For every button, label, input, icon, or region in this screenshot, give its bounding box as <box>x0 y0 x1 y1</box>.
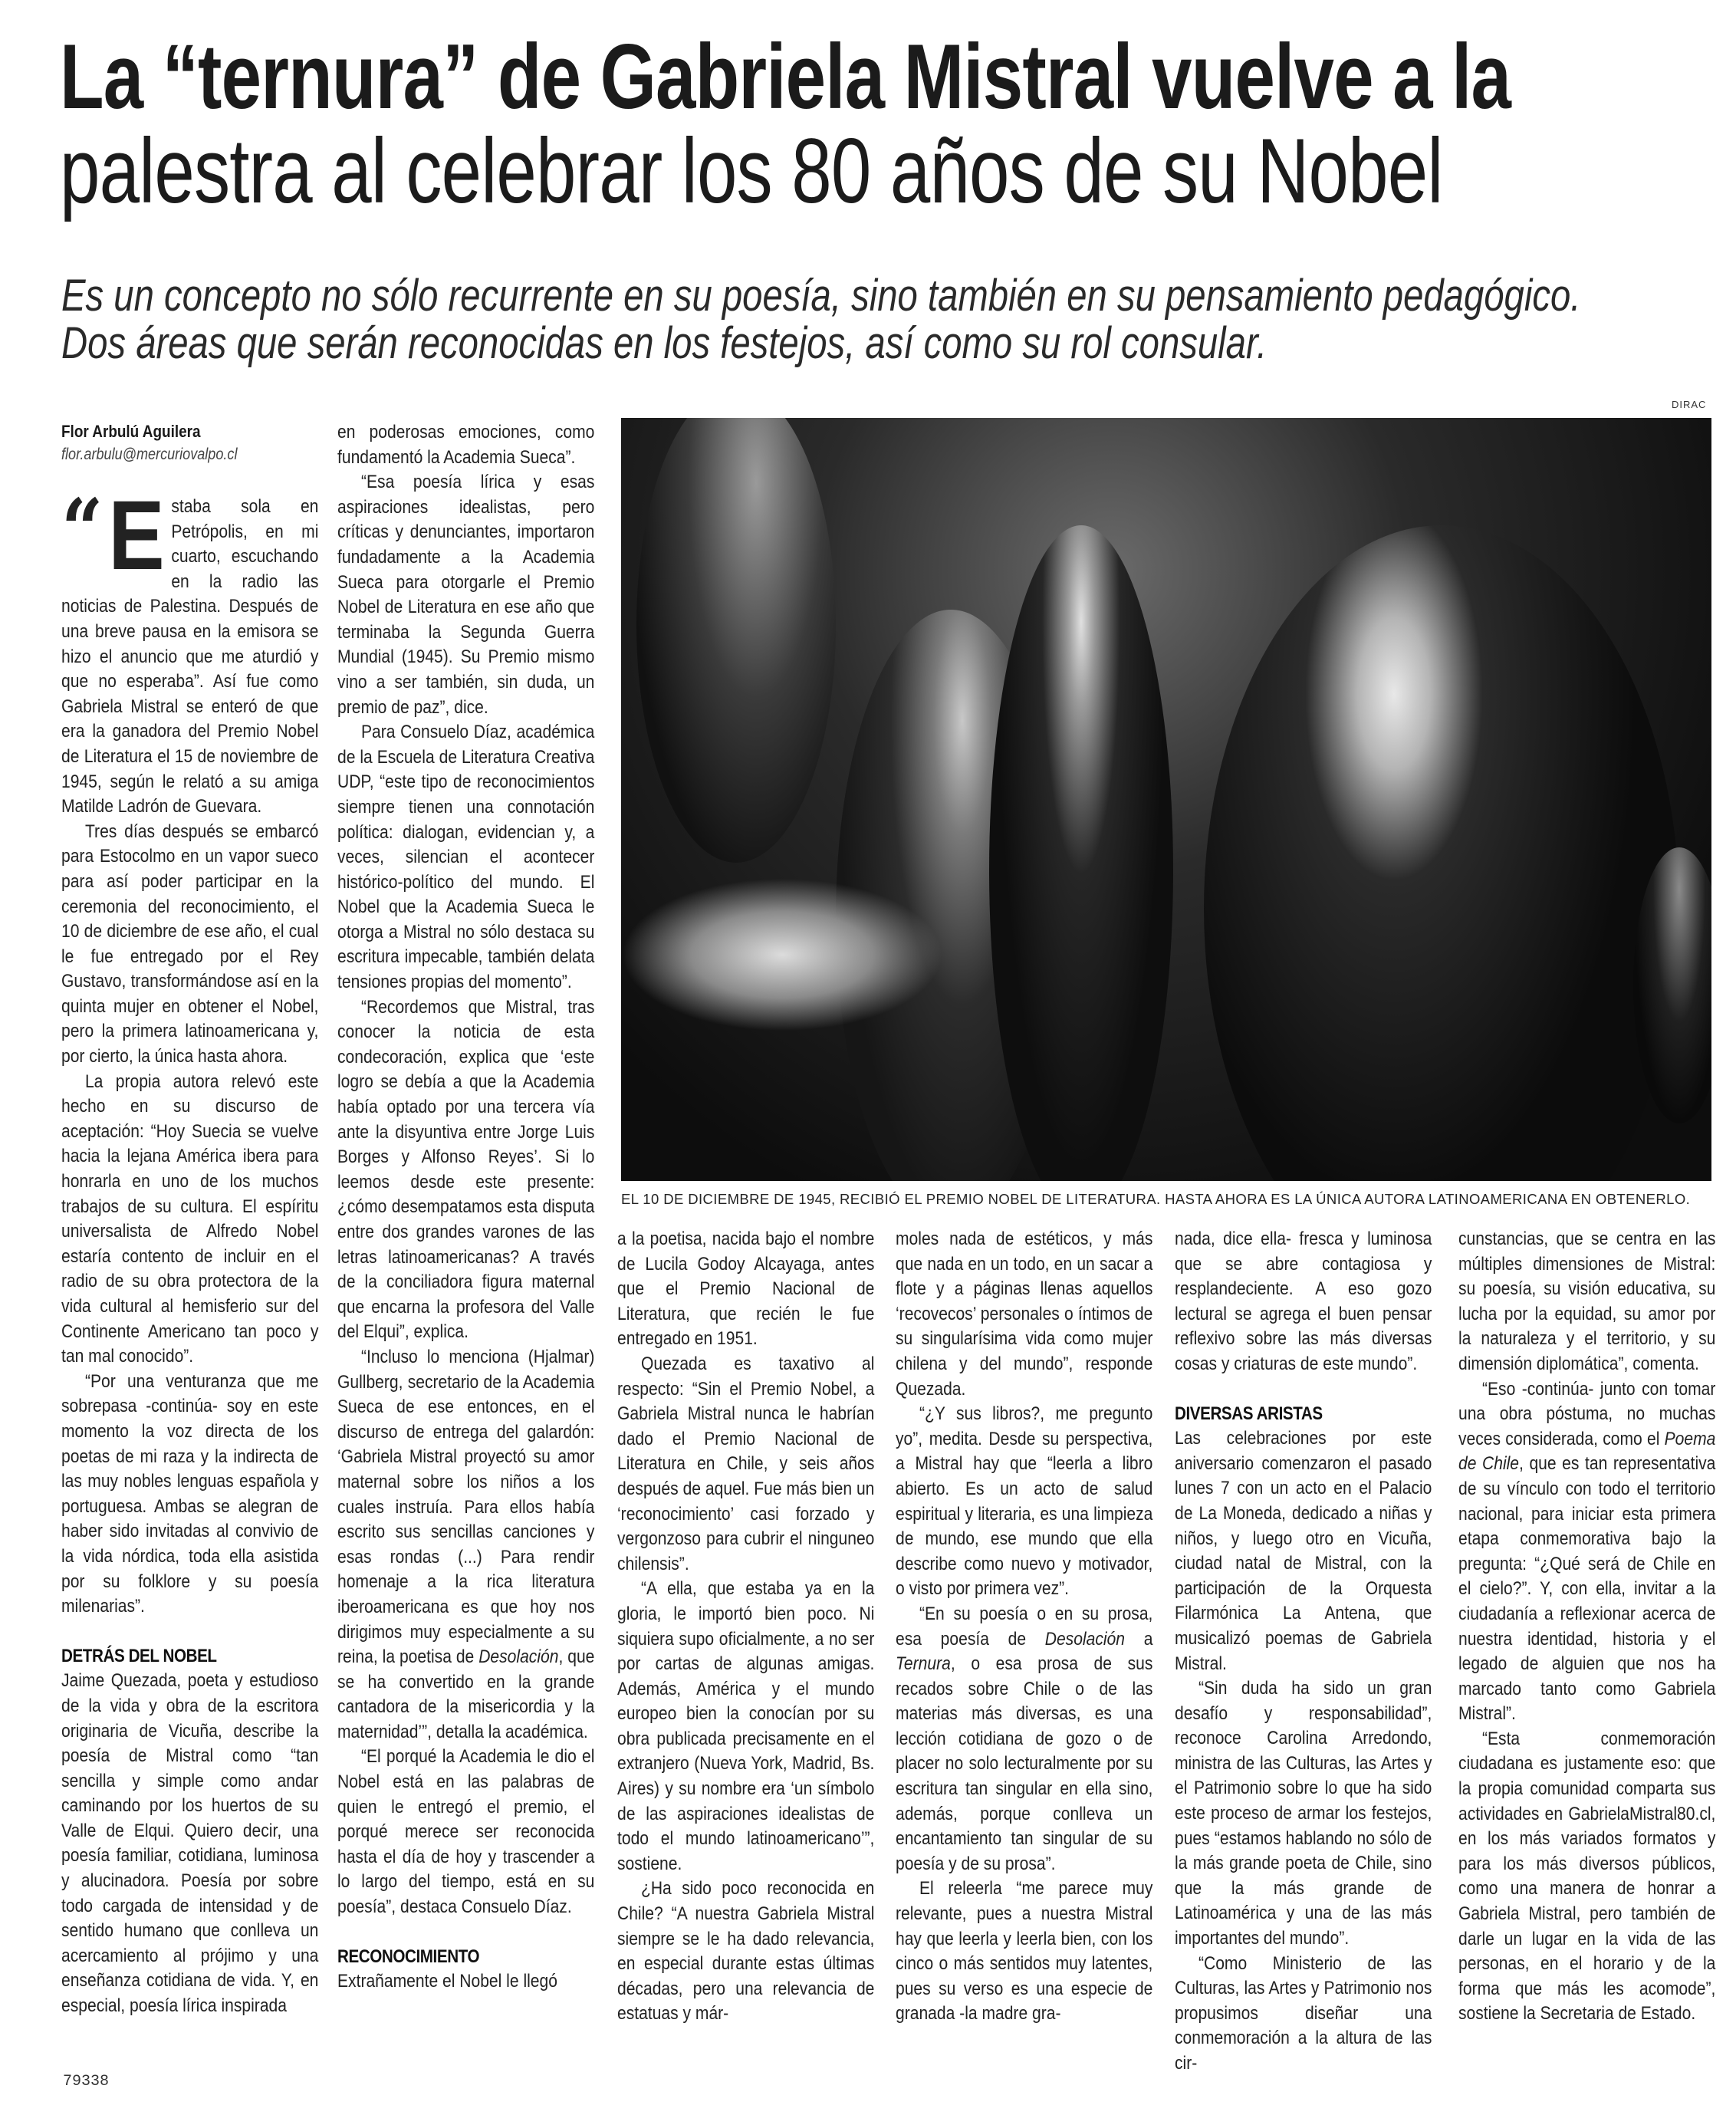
byline-author: Flor Arbulú Aguilera <box>61 422 201 441</box>
paragraph: nada, dice ella- fresca y luminosa que se abre contagiosa y resplandeciente. A eso gozo lectural se agrega el buen pensar reflexivo sobre las más diversas cosas y criaturas de este mundo”. <box>1175 1229 1432 1374</box>
drop-cap: E <box>108 481 165 590</box>
paragraph: “¿Y sus libros?, me pregunto yo”, medita. Desde su perspectiva, a Mistral hay que “leerla a libro abierto. Es un acto de salud espiritual y literaria, es una limpieza de mundo, ese mundo que ella describe como nuevo y motivador, o visto por primera vez”. <box>896 1403 1153 1600</box>
italic-title: Desolación <box>1044 1628 1125 1650</box>
paragraph: “El porqué la Academia le dio el Nobel está en las palabras de quien le entregó el premio, el porqué merece ser reconocida hasta el día de hoy y trascender a lo largo del tiempo, está en su poesía”, destaca Consuelo Díaz. <box>337 1746 595 1918</box>
paragraph <box>1458 1377 1715 1727</box>
paragraph: Extrañamente el Nobel le llegó <box>337 1971 557 1992</box>
photo-credit: DIRAC <box>1672 399 1707 410</box>
text-segment: a <box>1124 1628 1153 1650</box>
article-column-1 <box>61 480 319 2019</box>
paragraph: “Esa poesía lírica y esas aspiraciones idealistas, pero críticas y denunciantes, importaron fundadamente a la Academia Sueca para otorgarle el Premio Nobel de Literatura en ese año que terminaba la Segunda Guerra Mundial (1945). Su Premio mismo vino a ser también, sin duda, un premio de paz”, dice. <box>337 472 595 718</box>
photo-hands-paper <box>621 878 943 1031</box>
paragraph <box>896 1602 1152 1877</box>
paragraph: La propia autora relevó este hecho en su discurso de aceptación: “Hoy Suecia se vuelve hacia la lejana América ibera para honrarla en uno de los muchos trabajos de su cultura. El espíritu universalista de Alfredo Nobel estaría contento de incluir en el radio de su obra protectora de la vida cultural al hemisferio sur del Continente Americano tan poco y tan mal conocido”. <box>61 1071 319 1367</box>
paragraph: Jaime Quezada, poeta y estudioso de la vida y obra de la escritora originaria de Vicuña, describe la poesía de Mistral como “tan sencilla y simple como andar caminando por los huertos de su Valle de Elqui. Quiero decir, una poesía familiar, cotidiana, luminosa y alucinadora. Poesía por sobre todo cargada de intensidad y de sentido humano que conlleva un acercamiento al prójimo y una enseñanza cotidiana de vida. Y, en especial, poesía lírica inspirada <box>61 1670 319 2017</box>
paragraph: “A ella, que estaba ya en la gloria, le importó bien poco. Ni siquiera supo oficialmente, a no ser por cartas de algunas amigas. Además, América y el mundo europeo bien la conocían por su obra publicada precisamente en el extranjero (Nueva York, Madrid, Bs. Aires) y su nombre era ‘un símbolo de las aspiraciones idealistas de todo el mundo latinoamericano’”, sostiene. <box>617 1578 875 1874</box>
paragraph: ¿Ha sido poco reconocida en Chile? “A nuestra Gabriela Mistral siempre se le ha dado relevancia, en especial durante estas últimas décadas, pero una relevancia de estatuas y már- <box>617 1878 875 2025</box>
byline <box>61 420 318 466</box>
paragraph: Tres días después se embarcó para Estocolmo en un vapor sueco para así poder participar en la ceremonia del reconocimiento, el 10 de diciembre de ese año, el cual le fue entregado por el Rey Gustavo, transformándose así en la quinta mujer en obtener el Nobel, pero la primera latinoamericana y, por cierto, la única hasta ahora. <box>61 821 319 1067</box>
article-column-3 <box>617 1227 874 2027</box>
paragraph: en poderosas emociones, como fundamentó la Academia Sueca”. <box>337 422 595 468</box>
paragraph: cunstancias, que se centra en las múltiples dimensiones de Mistral: su poesía, su visión educativa, su lucha por la equidad, su amor por la naturaleza y el territorio, y su dimensión diplomática”, comenta. <box>1458 1229 1716 1374</box>
photo-caption: EL 10 DE DICIEMBRE DE 1945, RECIBIÓ EL PREMIO NOBEL DE LITERATURA. HASTA AHORA ES LA ÚNICA AUTORA LATINOAMERICANA EN OBTENERLO. <box>621 1191 1691 1207</box>
photo-figure-gabriela-mistral <box>1204 525 1679 1181</box>
section-heading: DETRÁS DEL NOBEL <box>61 1645 217 1666</box>
article-column-6 <box>1458 1227 1715 2027</box>
italic-title: Poema de Chile <box>1458 1428 1716 1475</box>
text-segment: “Eso -continúa- junto con tomar una obra póstuma, no muchas veces considerada, como el <box>1458 1378 1716 1449</box>
paragraph: Quezada es taxativo al respecto: “Sin el Premio Nobel, a Gabriela Mistral nunca le habrían dado el Premio Nacional de Literatura en Chile, y seis años después de aquel. Fue más bien un ‘reconocimiento’ casi forzado y vergonzoso para cubrir el ninguneo chilensis”. <box>617 1353 875 1574</box>
paragraph-text: staba sola en Petrópolis, en mi cuarto, escuchando en la radio las noticias de Palestina. Después de una breve pausa en la emisora se hizo el anuncio que me aturdió y que no esperaba”. Así fue como Gabriela Mistral se enteró de que era la ganadora del Premio Nobel de Literatura el 15 de noviembre de 1945, según le relató a su amiga Matilde Ladrón de Guevara. <box>61 496 319 817</box>
paragraph: “Como Ministerio de las Culturas, las Artes y Patrimonio nos propusimos diseñar una conmemoración a la altura de las cir- <box>1175 1952 1432 2074</box>
text-segment: “En su poesía o en su prosa, esa poesía de <box>896 1603 1153 1650</box>
headline-line-1: La “ternura” de Gabriela Mistral vuelve a la <box>60 25 1511 128</box>
section-heading: DIVERSAS ARISTAS <box>1175 1403 1323 1424</box>
subhead-line-2: Dos áreas que serán reconocidas en los festejos, así como su rol consular. <box>61 318 1267 368</box>
paragraph: a la poetisa, nacida bajo el nombre de Lucila Godoy Alcayaga, antes que el Premio Nacional de Literatura, que recién le fue entregado en 1951. <box>617 1229 875 1350</box>
page-code: 79338 <box>63 2073 110 2090</box>
italic-title: Desolación <box>478 1646 559 1668</box>
text-segment: , que es tan representativa de su vínculo con todo el territorio nacional, para iniciar esta primera etapa conmemorativa bajo la pregunta: “¿Qué será de Chile en el cielo?”. Y, con ella, invitar a la ciudadanía a reflexionar acerca de nuestra identidad, historia y el legado de alguien que nos ha marcado tanto como Gabriela Mistral”. <box>1458 1453 1716 1725</box>
paragraph: “Por una venturanza que me sobrepasa -continúa- soy en este momento la voz directa de los poetas de mi raza y la indirecta de las muy nobles lenguas española y portuguesa. Ambas se alegran de haber sido invitadas al convivio de la vida nórdica, toda ella asistida por su folklore y su poesía milenarias”. <box>61 1370 319 1617</box>
subhead-line-1: Es un concepto no sólo recurrente en su poesía, sino también en su pensamiento pedagógico. <box>61 271 1581 321</box>
paragraph: Para Consuelo Díaz, académica de la Escuela de Literatura Creativa UDP, “este tipo de reconocimientos siempre tienen una connotación política: dialogan, evidencian y, a veces, silencian el acontecer histórico-político del mundo. El Nobel que la Academia Sueca le otorga a Mistral no sólo destaca su escritura impecable, también delata tensiones propias del momento”. <box>337 722 595 993</box>
article-column-2 <box>337 420 594 1995</box>
text-segment: , que se ha convertido en la grande cantadora de la misericordia y la maternidad’”, detalla la académica. <box>337 1646 595 1742</box>
quote-mark-icon: “ <box>61 480 104 579</box>
text-segment: , o esa prosa de sus recados sobre Chile o de las materias más diversas, es una lección cotidiana de gozo o de placer no solo lecturalmente por su escritura tan singular en ella sino, además, porque conlleva un encantamiento tan singular de su poesía y de su prosa”. <box>896 1653 1153 1874</box>
paragraph: Las celebraciones por este aniversario comenzaron el pasado lunes 7 con un acto en el Palacio de La Moneda, dedicado a niñas y niños, y luego otro en Vicuña, ciudad natal de Mistral, con la participación de la Orquesta Filarmónica La Antena, que musicalizó poemas de Gabriela Mistral. <box>1175 1428 1432 1674</box>
text-segment: “Incluso lo menciona (Hjalmar) Gullberg, secretario de la Academia Sueca de ese entonces, en el discurso de entrega del galardón: ‘Gabriela Mistral proyectó su amor maternal sobre los niños a los cuales instruía. Para ellos había escrito sus sencillas canciones y esas rondas (...) Para rendir homenaje a la rica literatura iberoamericana es que hoy nos dirigimos muy especialmente a su reina, la poetisa de <box>337 1346 595 1668</box>
article-photo <box>621 418 1711 1181</box>
paragraph <box>337 1345 594 1745</box>
lead-paragraph <box>61 480 319 820</box>
italic-title: Ternura <box>896 1653 951 1675</box>
byline-email[interactable]: flor.arbulu@mercuriovalpo.cl <box>61 446 238 463</box>
article-column-5 <box>1175 1227 1432 2077</box>
section-heading: RECONOCIMIENTO <box>337 1946 480 1967</box>
paragraph: “Esta conmemoración ciudadana es justamente eso: que la propia comunidad comparta sus actividades en GabrielaMistral80.cl, en los más variados formatos y para los más diversos públicos, como una manera de honrar a Gabriela Mistral, pero también de darle un lugar en la vida de las personas, en el horario y de la forma que más les acomode”, sostiene la Secretaria de Estado. <box>1458 1728 1716 2025</box>
paragraph: “Sin duda ha sido un gran desafío y responsabilidad”, reconoce Carolina Arredondo, ministra de las Culturas, las Artes y el Patrimonio sobre lo que ha sido este proceso de armar los festejos, pues “estamos hablando no sólo de la más grande poeta de Chile, sino que la más grande de Latinoamérica y una de las más importantes del mundo”. <box>1175 1678 1432 1949</box>
paragraph: “Recordemos que Mistral, tras conocer la noticia de esta condecoración, explica que ‘este logro se debía a que la Academia había optado por una tercera vía ante la disyuntiva entre Jorge Luis Borges y Alfonso Reyes’. Si lo leemos desde este presente: ¿cómo desempatamos esta disputa entre dos grandes varones de las letras latinoamericanas? A través de la conciliadora figura maternal que encarna la profesora del Valle del Elqui”, explica. <box>337 996 595 1343</box>
headline-line-2: palestra al celebrar los 80 años de su Nobel <box>60 120 1443 222</box>
article-column-4 <box>896 1227 1152 2027</box>
paragraph: moles nada de estéticos, y más que nada en un todo, en un sacar a flote y a páginas llenas aquellos ‘recovecos’ personales o íntimos de su singularísima vida como mujer chilena y del mundo”, responde Quezada. <box>896 1229 1153 1400</box>
photo-figure-left-man <box>636 418 836 863</box>
photo-figure-king-gustavo <box>989 525 1173 1181</box>
paragraph: El releerla “me parece muy relevante, pues a nuestra Mistral hay que leerla y leerla bien, con los cinco o más sentidos muy latentes, pues su verso es una especie de granada -la madre gra- <box>896 1878 1153 2025</box>
